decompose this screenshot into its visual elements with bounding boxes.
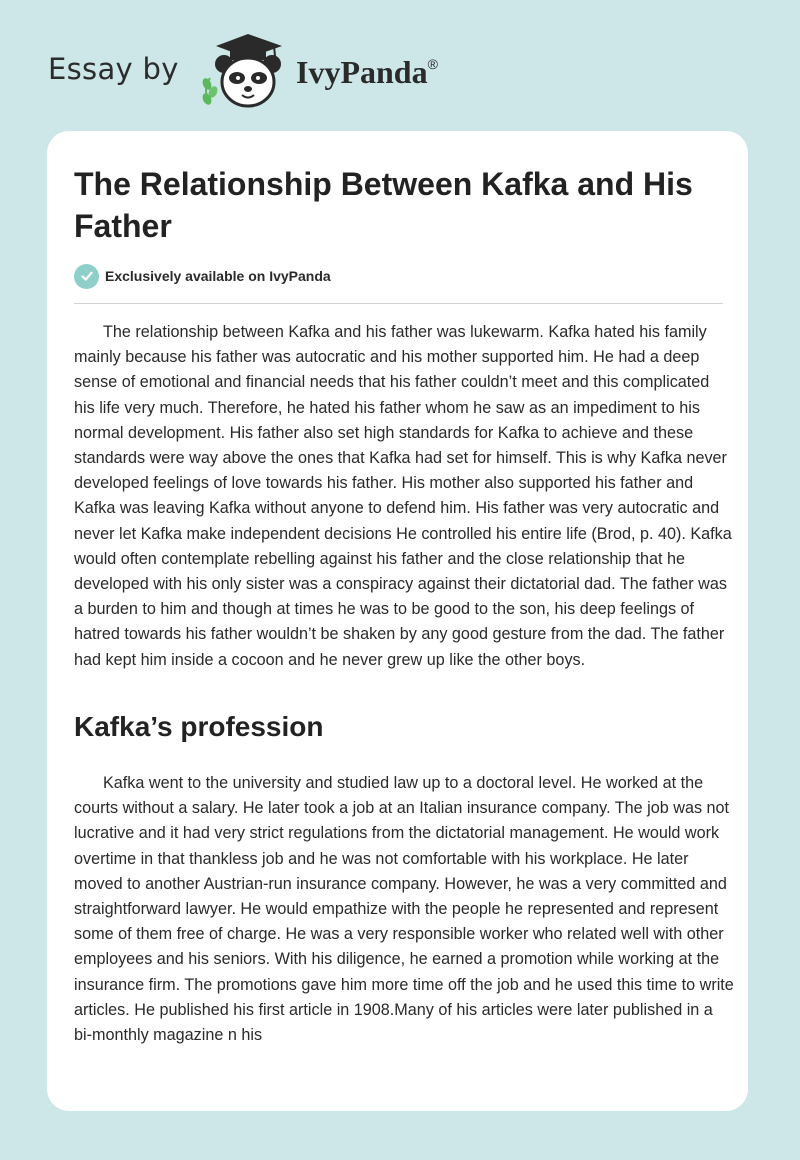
page-title: The Relationship Between Kafka and His Father <box>74 166 693 244</box>
exclusive-badge <box>74 263 331 289</box>
panda-graduate-icon[interactable] <box>200 34 290 110</box>
section-heading: Kafka’s profession <box>74 711 324 742</box>
brand-name[interactable]: IvyPanda® <box>296 54 438 90</box>
check-circle-icon <box>74 264 99 289</box>
body-paragraph: The relationship between Kafka and his father was lukewarm. Kafka hated his family mainly because his father was autocratic and his mother supported him. He had a deep sense of emotional and financial needs that his father couldn’t meet and this complicated his life very much. Therefore, he hated his father whom he saw as an impediment to his normal development. His father also set high standards for Kafka to achieve and these standards were way above the ones that Kafka had set for himself. This is why Kafka never developed feelings of love towards his father. His mother also supported his father and Kafka was leaving Kafka without anyone to defend him. His father was very autocratic and never let Kafka make independent decisions He controlled his entire life (Brod, p. 40). Kafka would often contemplate rebelling against his father and the close relationship that he developed with his only sister was a conspiracy against their dictatorial dad. The father was a burden to him and though at times he was to be good to the son, his deep feelings of hatred towards his father wouldn’t be shaken by any good gesture from the dad. The father had kept him inside a cocoon and he never grew up like the other boys. <box>74 323 732 669</box>
body-paragraph: Kafka went to the university and studied law up to a doctoral level. He worked at the courts without a salary. He later took a job at an Italian insurance company. The job was not lucrative and it had very strict regulations from the dictatorial management. He would work overtime in that thankless job and he was not comfortable with his workplace. He later moved to another Austrian-run insurance company. However, he was a very committed and straightforward lawyer. He would empathize with the people he represented and represent some of them free of charge. He was a very responsible worker who related well with other employees and his seniors. With his diligence, he earned a promotion while working at the insurance firm. The promotions gave him more time off the job and he used this time to write articles. He published his first article in 1908.Many of his articles were later published in a bi-monthly magazine n his <box>74 774 734 1045</box>
badge-label: Exclusively available on IvyPanda <box>105 268 331 284</box>
site-header <box>48 34 508 114</box>
divider <box>74 303 723 304</box>
brand-prefix: Essay by <box>48 52 179 86</box>
essay-card <box>47 131 748 1111</box>
registered-mark: ® <box>427 56 438 72</box>
